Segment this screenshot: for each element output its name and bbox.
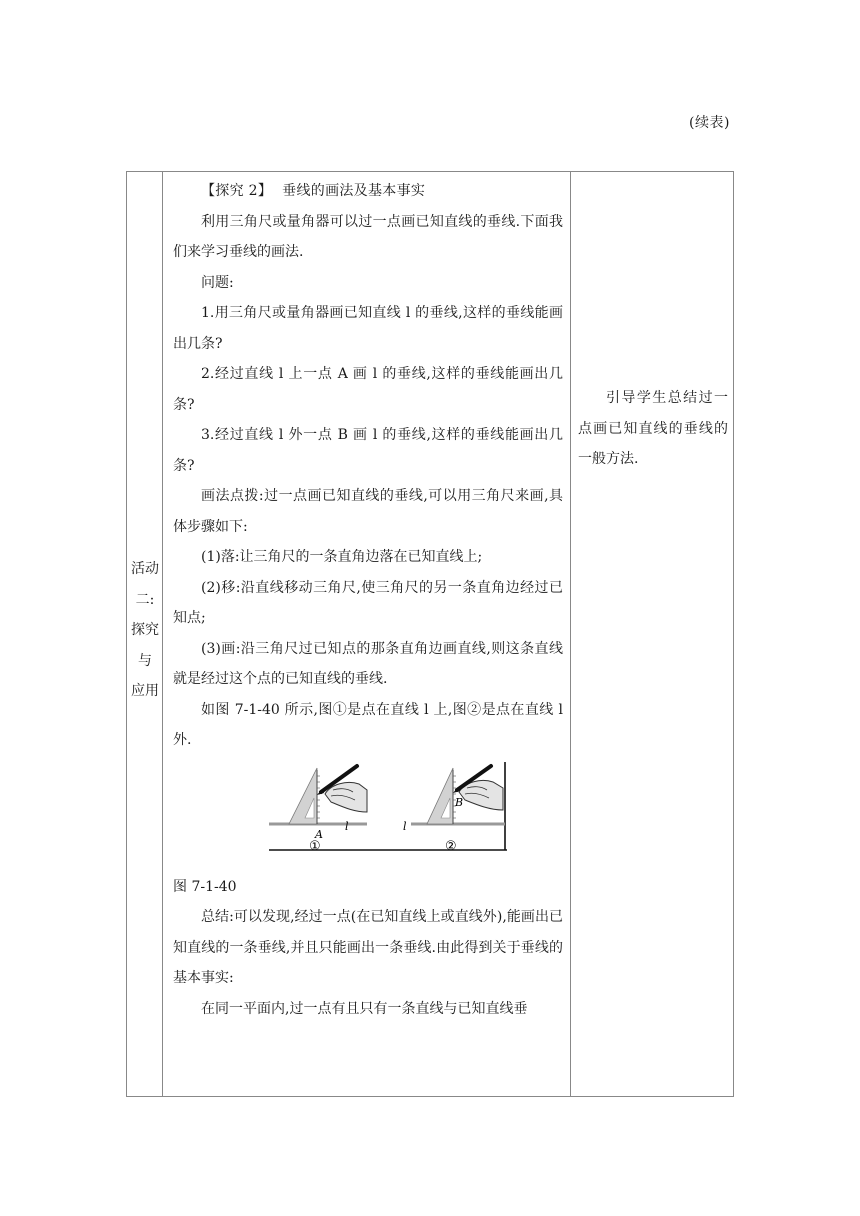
summary-paragraph: 总结:可以发现,经过一点(在已知直线上或直线外),能画出已知直线的一条垂线,并且只能画出一条垂线.由此得到关于垂线的基本事实: [173, 909, 563, 986]
content-column [163, 172, 571, 1096]
section-number: 【探究 2】 [201, 183, 273, 199]
activity-column [127, 172, 163, 1096]
activity-label-line: 与 [138, 652, 152, 669]
label-line-l-2: l [403, 819, 407, 833]
figure-reference: 如图 7-1-40 所示,图①是点在直线 l 上,图②是点在直线 l 外. [173, 701, 563, 748]
teacher-note [578, 383, 728, 475]
teacher-note-text: 引导学生总结过一点画已知直线的垂线的一般方法. [578, 390, 728, 467]
step-2: (2)移:沿直线移动三角尺,使三角尺的另一条直角边经过已知点; [173, 579, 563, 626]
content-body [173, 176, 563, 1024]
activity-label-line: 应用 [131, 683, 159, 699]
activity-label-line: 二: [135, 591, 155, 608]
step-3: (3)画:沿三角尺过已知点的那条直角边画直线,则这条直线就是经过这个点的已知直线的垂线. [173, 640, 563, 687]
basic-fact-paragraph: 在同一平面内,过一点有且只有一条直线与已知直线垂 [201, 1000, 528, 1017]
lesson-plan-table [126, 171, 734, 1097]
paragraph-questions-label: 问题: [201, 274, 234, 291]
activity-label [127, 554, 163, 707]
continued-label: (续表) [689, 115, 730, 131]
circle-label-1: ① [309, 838, 321, 854]
teacher-column [571, 172, 733, 1096]
label-line-l-1: l [345, 819, 349, 833]
method-tip: 画法点拨:过一点画已知直线的垂线,可以用三角尺来画,具体步骤如下: [173, 488, 563, 535]
figure-7-1-40 [173, 762, 563, 872]
circle-label-2: ② [445, 838, 457, 854]
question-1: 1.用三角尺或量角器画已知直线 l 的垂线,这样的垂线能画出几条? [173, 305, 563, 352]
paragraph-intro: 利用三角尺或量角器可以过一点画已知直线的垂线.下面我们来学习垂线的画法. [173, 213, 563, 260]
activity-label-line: 活动 [131, 561, 159, 577]
hand-with-pencil-1 [317, 766, 367, 812]
section-heading [173, 176, 563, 207]
label-point-A: A [315, 827, 323, 841]
section-title: 垂线的画法及基本事实 [282, 183, 426, 199]
label-point-B: B [455, 795, 464, 809]
question-2: 2.经过直线 l 上一点 A 画 l 的垂线,这样的垂线能画出几条? [173, 366, 563, 413]
perpendicular-drawing-figure [269, 762, 509, 854]
figure-caption: 图 7-1-40 [173, 878, 237, 895]
question-3: 3.经过直线 l 外一点 B 画 l 的垂线,这样的垂线能画出几条? [173, 427, 563, 474]
step-1: (1)落:让三角尺的一条直角边落在已知直线上; [201, 549, 483, 565]
activity-label-line: 探究 [131, 622, 159, 638]
